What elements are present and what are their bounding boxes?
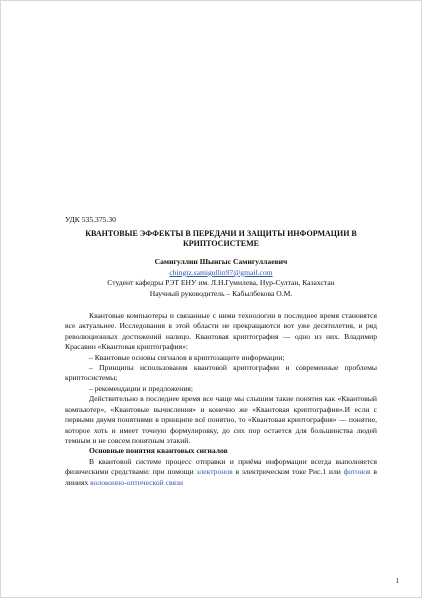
page-content — [65, 215, 377, 488]
paper-title: КВАНТОВЫЕ ЭФФЕКТЫ В ПЕРЕДАЧИ И ЗАЩИТЫ ИНФОРМАЦИИ В КРИПТОСИСТЕМЕ — [85, 229, 357, 249]
udk-code: УДК 535.375.30 — [65, 215, 116, 224]
paragraph-main: Действительно в последнее время все чаще мы слышим такие понятия как «Квантовый компьютер», «Квантовые вычисления» и конечно же «Квантовая криптография».И если с первыми двумя понятиями в принципе всё понятно, то «Квантовая криптография» — понятие, которое хоть и имеет точную формулировку, до сих пор остается для большинства людей темным и не совсем понятным этакий. — [65, 394, 377, 445]
section-text-b: в электрическом токе Рис.1 или — [232, 467, 344, 477]
section-text-c: в линиях — [65, 467, 377, 487]
link-photons[interactable]: фотонов — [343, 467, 371, 477]
paragraph-section — [65, 457, 377, 488]
supervisor: Научный руководитель – Кабылбекова О.М. — [149, 288, 293, 298]
paragraph-intro: Квантовые компьютеры и связанные с ними технологии в последнее время становятся все актуальнее. Исследования в этой области не прекращаются вот уже десятилетия, и ряд революционных достижений налицо. Квантовая криптография — одно из них. Владимир Красавин «Квантовая криптография»: — [65, 311, 377, 352]
link-electrons[interactable]: электронов — [196, 467, 233, 477]
section-text-a: В квантовой системе процесс отправки и приёма информации всегда выполняется физическими средствами: при помощи — [65, 456, 377, 477]
author-email-link[interactable]: chingiz.samigullin97@gmail.com — [169, 267, 273, 277]
list-item-1: – Квантовые основы сигналов в криптозащите информации; — [89, 352, 285, 362]
link-fiber-optic[interactable]: волоконно-оптической связи — [90, 477, 184, 487]
section-heading: Основные понятия квантовых сигналов — [89, 446, 228, 456]
page-number: 1 — [395, 577, 399, 585]
author-name: Самигуллин Шынгыс Самигуллаевич — [154, 257, 288, 267]
list-item-3: – рекомендации и предложения; — [89, 383, 193, 393]
body-text — [65, 311, 377, 488]
list-item-2: – Принципы использования квантовой криптографии и современные проблемы криптосистемы; — [65, 363, 377, 383]
author-affiliation: Студент кафедры РЭТ ЕНУ им. Л.Н.Гумилева, Нур-Султан, Казахстан — [107, 278, 335, 288]
